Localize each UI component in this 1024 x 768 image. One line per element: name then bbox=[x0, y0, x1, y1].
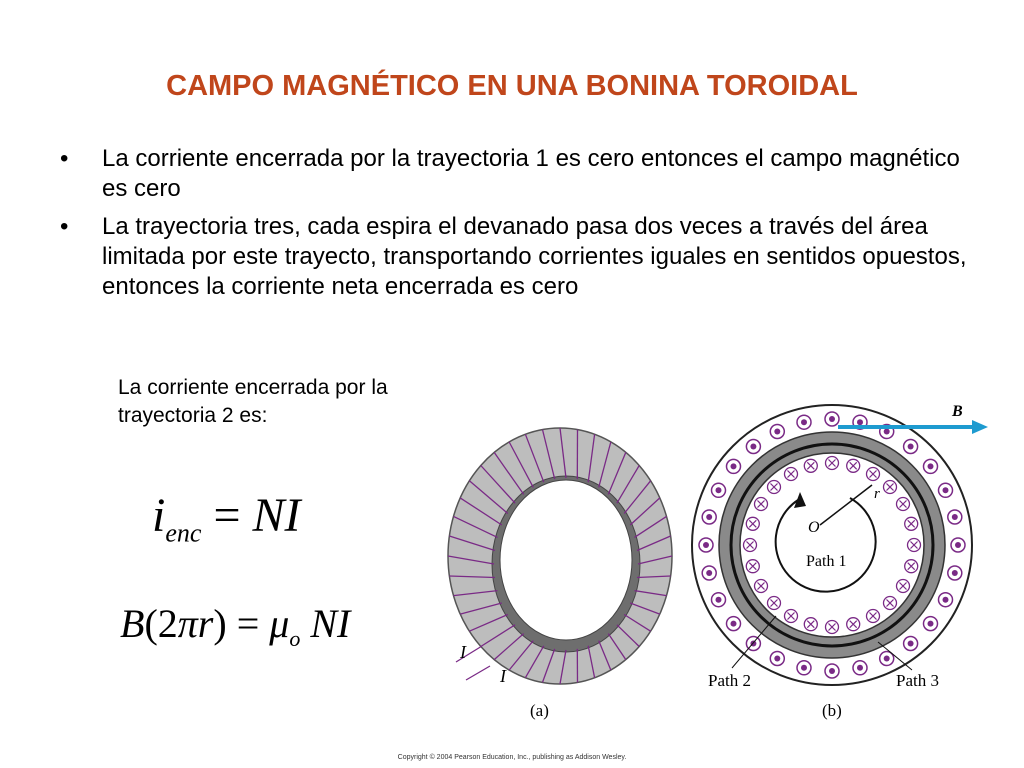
bullet-list bbox=[58, 144, 988, 310]
figure-a-label: (a) bbox=[530, 701, 549, 720]
radius-label: r bbox=[874, 486, 880, 502]
formula-ampere-law: $B(2\pi r) = \mu_o$ NI bbox=[120, 601, 351, 651]
copyright-notice: Copyright © 2004 Pearson Education, Inc., publishing as Addison Wesley. bbox=[397, 754, 627, 761]
current-label-2: I bbox=[500, 666, 506, 686]
bullet-text: La corriente encerrada por la trayectoria 1 es cero entonces el campo magnético es cero bbox=[102, 145, 960, 202]
path3-label: Path 3 bbox=[896, 671, 939, 690]
bullet-glyph: • bbox=[60, 213, 69, 240]
toroid-figure-a bbox=[430, 380, 690, 720]
figure-b-label: (b) bbox=[822, 701, 842, 720]
torus-core-inner bbox=[740, 453, 924, 637]
bullet-item bbox=[58, 212, 988, 302]
field-label: B bbox=[952, 403, 963, 420]
current-label-1: I bbox=[460, 642, 466, 662]
path1-label: Path 1 bbox=[806, 553, 847, 570]
toroid-figure-b bbox=[690, 380, 990, 720]
path2-label: Path 2 bbox=[708, 671, 751, 690]
bullet-text: La trayectoria tres, cada espira el devanado pasa dos veces a través del área limitada por este trayecto, transportando corrientes iguales en sentidos opuestos, entonces la corriente neta encerrada es cero bbox=[102, 213, 967, 300]
caption: La corriente encerrada por la trayectoria 2 es: bbox=[118, 376, 388, 427]
formula-enclosed-current: $i_{enc}$ = NI bbox=[152, 489, 301, 548]
bullet-glyph: • bbox=[60, 145, 69, 172]
bullet-item bbox=[58, 144, 988, 204]
torus-hole bbox=[500, 480, 632, 640]
slide-title: CAMPO MAGNÉTICO EN UNA BONINA TOROIDAL bbox=[166, 70, 858, 102]
origin-label: O bbox=[808, 519, 820, 536]
